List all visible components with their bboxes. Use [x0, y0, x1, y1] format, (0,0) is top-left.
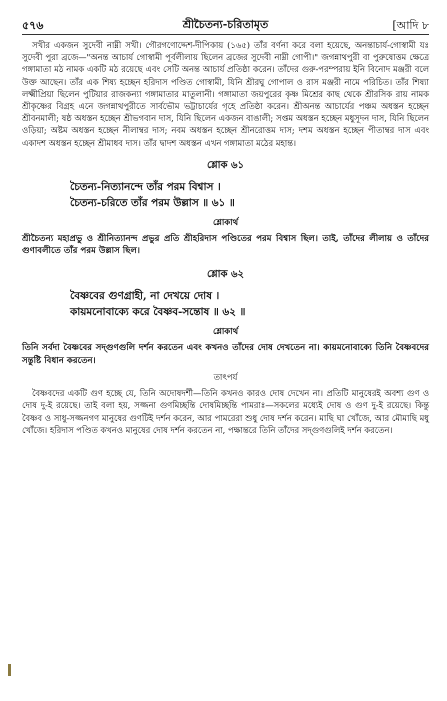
- page-number: ৫৭৬: [22, 19, 44, 32]
- verse-62-line-2: কায়মনোবাক্যে করে বৈষ্ণব-সন্তোষ ॥ ৬২ ॥: [70, 306, 246, 319]
- verse-62-purport: বৈষ্ণবদের একটি গুণ হচ্ছে যে, তিনি অদোষদর্শী—তিনি কখনও কারও দোষ দেখেন না। প্রতিটি মানুষেরই অবশ্য গুণ ও দোষ দু-ই রয়েছে। তাই বলা হয়, সজ্জনা গুণমিচ্ছন্তি দোষমিচ্ছন্তি পামরাঃ—সকলের মধ্যেই দোষ ও গুণ দু-ই রয়েছে। কিন্তু বৈষ্ণব ও সাধু-সজ্জনগণ মানুষের গুণটিই দর্শন করেন, আর পামরেরা শুধু দোষ দর্শন করেন। মাছি ঘা খোঁজে, আর মৌমাছি মধু খোঁজে। হরিদাস পণ্ডিত কখনও মানুষের দোষ দর্শন করতেন না, পক্ষান্তরে তিনি তাঁদের সদ্‌গুণগুলিই দর্শন করতেন।: [22, 388, 429, 435]
- verse-62-translation-heading: শ্লোকার্থ: [212, 326, 238, 337]
- verse-61-heading: শ্লোক ৬১: [207, 159, 244, 171]
- margin-mark: [8, 664, 11, 676]
- verse-62-line-1: বৈষ্ণবের গুণগ্রাহী, না দেখয়ে দোষ ।: [70, 290, 220, 303]
- intro-paragraph: সখীর একজন সুদেবী নাম্নী সখী। গৌরগণোদ্দেশ-দীপিকায় (১৬৫) তাঁর বর্ণনা করে বলা হয়েছে, অনন্তাচার্য-গোস্বামী যঃ সুদেবী পুরা ব্রজে—"অনন্ত আচার্য গোস্বামী পূর্বলীলায় ছিলেন ব্রজের সুদেবী নাম্নী গোপী।" জগন্নাথপুরী বা পুরুষোত্তম ক্ষেত্রে গঙ্গামাতা মঠ নামক একটি মঠ রয়েছে এবং সেটি অনন্ত আচার্য প্রতিষ্ঠা করেন। তাঁদের গুরু-পরম্পরায় ইনি বিনোদ মঞ্জরী বলে উক্ত আছেন। তাঁর এক শিষ্য হচ্ছেন হরিদাস পণ্ডিত গোস্বামী, যিনি শ্রীরঘু গোপাল ও রাস মঞ্জরী নামে পরিচিত। তাঁর শিষ্যা লক্ষ্মীপ্রিয়া ছিলেন পুটিয়ার রাজকন্যা গঙ্গামাতার মাতুলানী। গঙ্গামাতা জয়পুরের কৃষ্ণ মিশ্রের কাছ থেকে শ্রীরসিক রায় নামক শ্রীকৃষ্ণের বিগ্রহ এনে জগন্নাথপুরীতে সার্বভৌম ভট্টাচার্যের গৃহে প্রতিষ্ঠা করেন। শ্রীঅনন্ত আচার্যের পঞ্চম অধস্তন হচ্ছেন শ্রীবনমালী; ষষ্ঠ অধস্তন হচ্ছেন শ্রীভগবান দাস, যিনি ছিলেন একজন বাঙালী; সপ্তম অধস্তন হচ্ছেন মধুসূদন দাস, যিনি ছিলেন ওড়িয়া; অষ্টম অধস্তন হচ্ছেন নীলাম্বর দাস; নবম অধস্তন হচ্ছেন শ্রীনরোত্তম দাস; দশম অধস্তন হচ্ছেন পীতাম্বর দাস এবং একাদশ অধস্তন হচ্ছেন শ্রীমাধব দাস। তাঁর দ্বাদশ অধস্তন এখন গঙ্গামাতা মঠের মহান্ত।: [22, 40, 429, 148]
- running-title: শ্রীচৈতন্য-চরিতামৃত: [182, 18, 269, 31]
- verse-61-line-1: চৈতন্য-নিত্যানন্দে তাঁর পরম বিশ্বাস ।: [70, 180, 221, 193]
- verse-61-translation-heading: শ্লোকার্থ: [212, 216, 238, 227]
- verse-62-purport-heading: তাৎপর্য: [213, 372, 238, 383]
- chapter-marker: [আদি ৮: [392, 19, 429, 32]
- page-header: [22, 14, 429, 34]
- verse-61-line-2: চৈতন্য-চরিতে তাঁর পরম উল্লাস ॥ ৬১ ॥: [70, 196, 235, 209]
- verse-61-translation: শ্রীচৈতন্য মহাপ্রভু ও শ্রীনিত্যানন্দ প্রভুর প্রতি শ্রীহরিদাস পণ্ডিতের পরম বিশ্বাস ছিল। তাই, তাঁদের লীলায় ও তাঁদের গুণাবলীতে তাঁর পরম উল্লাস ছিল।: [22, 233, 429, 257]
- verse-62-translation: তিনি সর্বদা বৈষ্ণবের সদ্‌গুণগুলি দর্শন করতেন এবং কখনও তাঁদের দোষ দেখতেন না। কায়মনোবাক্যে তিনি বৈষ্ণবদের সন্তুষ্টি বিধান করতেন।: [22, 343, 429, 366]
- verse-62-heading: শ্লোক ৬২: [207, 269, 244, 281]
